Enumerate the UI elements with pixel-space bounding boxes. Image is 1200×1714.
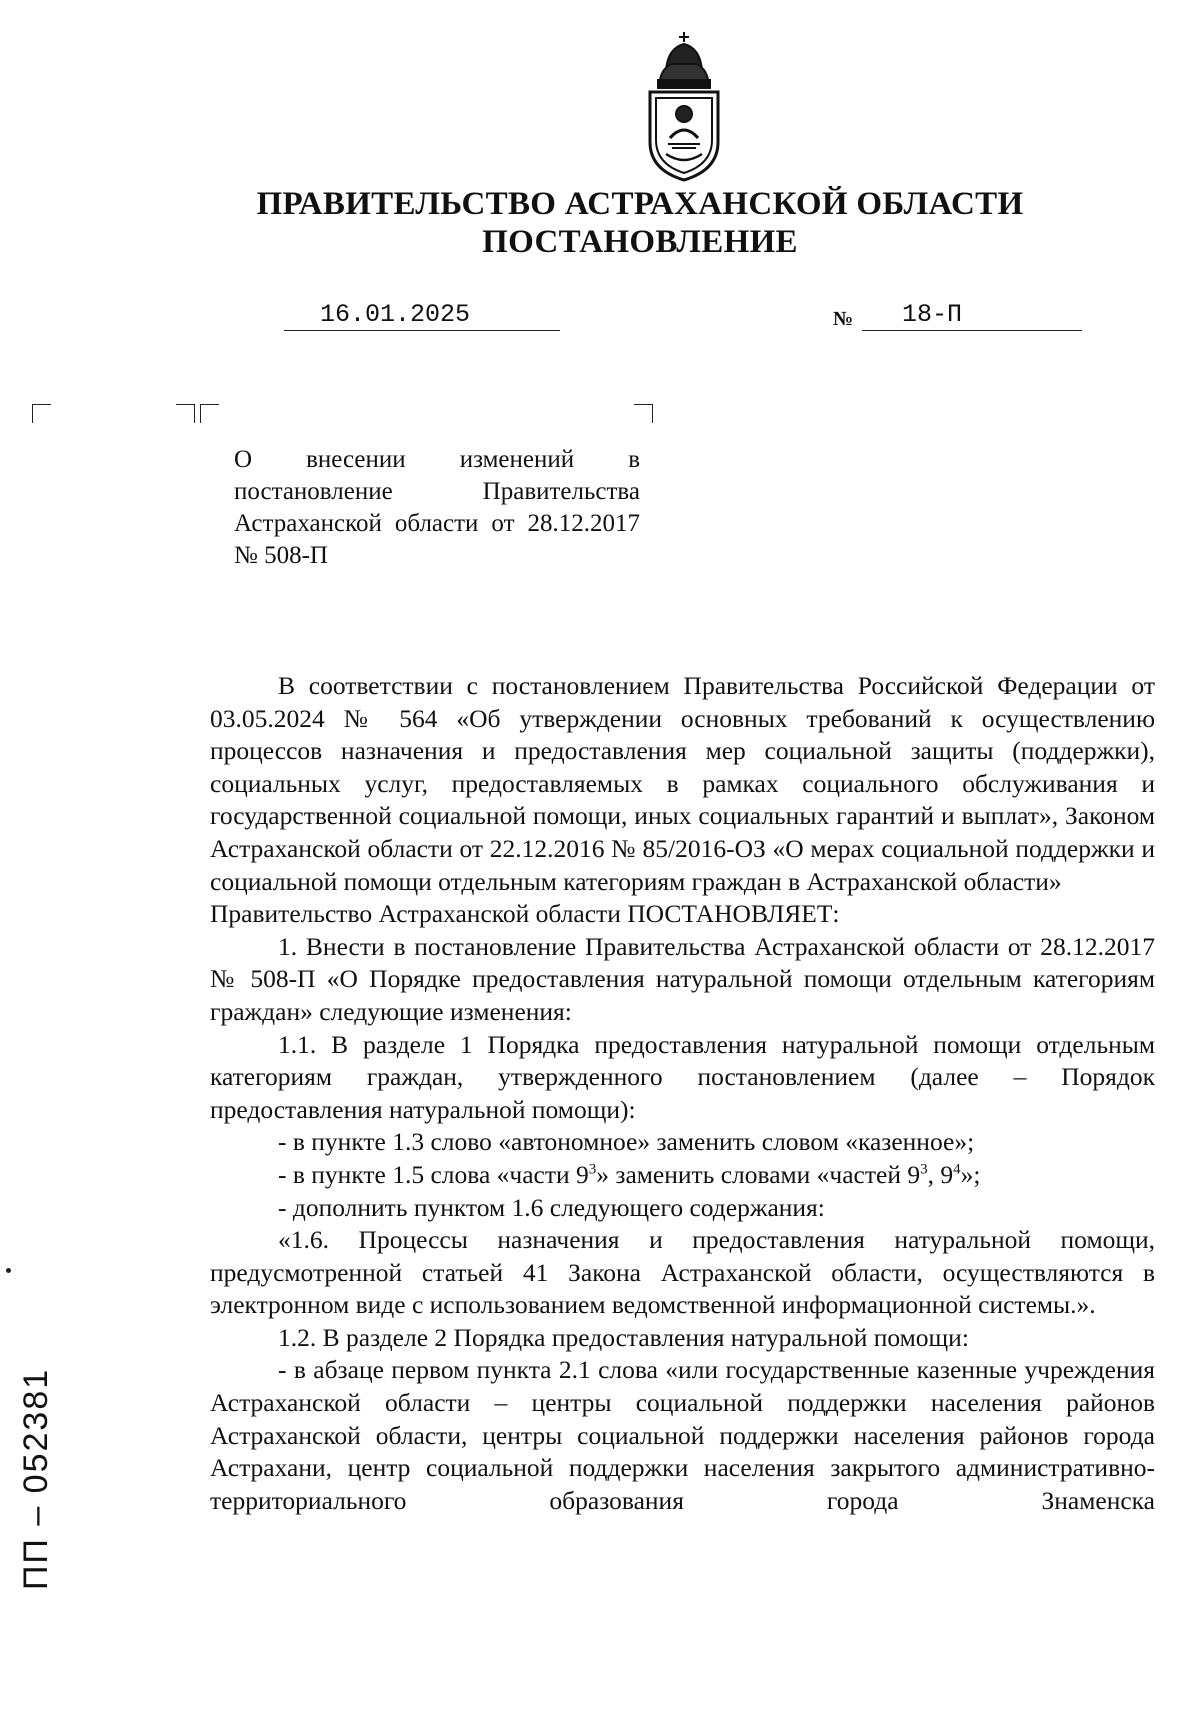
item-1-2-change-1: - в абзаце первом пункта 2.1 слова «или государственные казенные учреждения Астраханской области – центры социальной поддержки населения районов Астраханской области, центры социальной поддержки населения районов города Астрахани, центр социальной поддержки населения закрытого административно-территориального образования города Знаменска [210, 1355, 1155, 1515]
document-type: ПОСТАНОВЛЕНИЕ [482, 224, 798, 260]
date-field [284, 300, 560, 331]
document-subject: О внесении изменений в постановление Правительства Астраханской области от 28.12.2017 № 508-П [234, 446, 640, 569]
item-1-1-change-1: - в пункте 1.3 слово «автономное» заменить словом «казенное»; [278, 1127, 975, 1157]
number-field [862, 300, 1082, 331]
item-1-2-paragraph: 1.2. В разделе 2 Порядка предоставления натуральной помощи: [278, 1322, 969, 1352]
resolution-line: Правительство Астраханской области ПОСТАНОВЛЯЕТ: [210, 899, 840, 929]
number-sign: № [833, 308, 854, 330]
item-1-paragraph: 1. Внести в постановление Правительства Астраханской области от 28.12.2017 № 508-П «О Порядке предоставления натуральной помощи отдельным категориям граждан» следующие изменения: [210, 931, 1155, 1026]
left-margin-corner-mark [32, 404, 51, 423]
scan-speck [6, 1268, 11, 1273]
government-name: ПРАВИТЕЛЬСТВО АСТРАХАНСКОЙ ОБЛАСТИ [256, 186, 1024, 222]
item-1-1-change-3: - дополнить пунктом 1.6 следующего содержания: [278, 1192, 825, 1222]
coat-of-arms-icon [644, 30, 724, 182]
item-1-6-text: «1.6. Процессы назначения и предоставления натуральной помощи, предусмотренной статьей 41 Закона Астраханской области, осуществляются в электронном виде с использованием ведомственной информационной системы.». [210, 1225, 1155, 1320]
document-date: 16.01.2025 [320, 300, 471, 329]
subject-corner-mark-right [634, 404, 653, 423]
subject-corner-mark-inner [200, 404, 219, 423]
preamble-paragraph: В соответствии с постановлением Правительства Российской Федерации от 03.05.2024 № 564 «Об утверждении основных требований к осуществлению процессов назначения и предоставления мер социальной защиты (поддержки), социальных услуг, предоставляемых в рамках социального обслуживания и государственной социальной помощи, иных социальных гарантий и выплат», Законом Астраханской области от 22.12.2016 № 85/2016-ОЗ «О мерах социальной поддержки и социальной помощи отдельным категориям граждан в Астраханской области» [210, 671, 1155, 896]
government-title [200, 185, 1080, 261]
document-body [210, 670, 1155, 1517]
form-serial-number: ПП – 052381 [17, 1367, 55, 1590]
subject-corner-mark-left [176, 404, 195, 423]
item-1-1-change-2: - в пункте 1.5 слова «части $9^3$» заменить словами «частей $9^3$, $9^4$»; [278, 1159, 981, 1189]
item-1-1-paragraph: 1.1. В разделе 1 Порядка предоставления натуральной помощи отдельным категориям граждан, утвержденного постановлением (далее – Порядок предоставления натуральной помощи): [210, 1029, 1155, 1124]
document-number: 18-П [902, 300, 963, 329]
